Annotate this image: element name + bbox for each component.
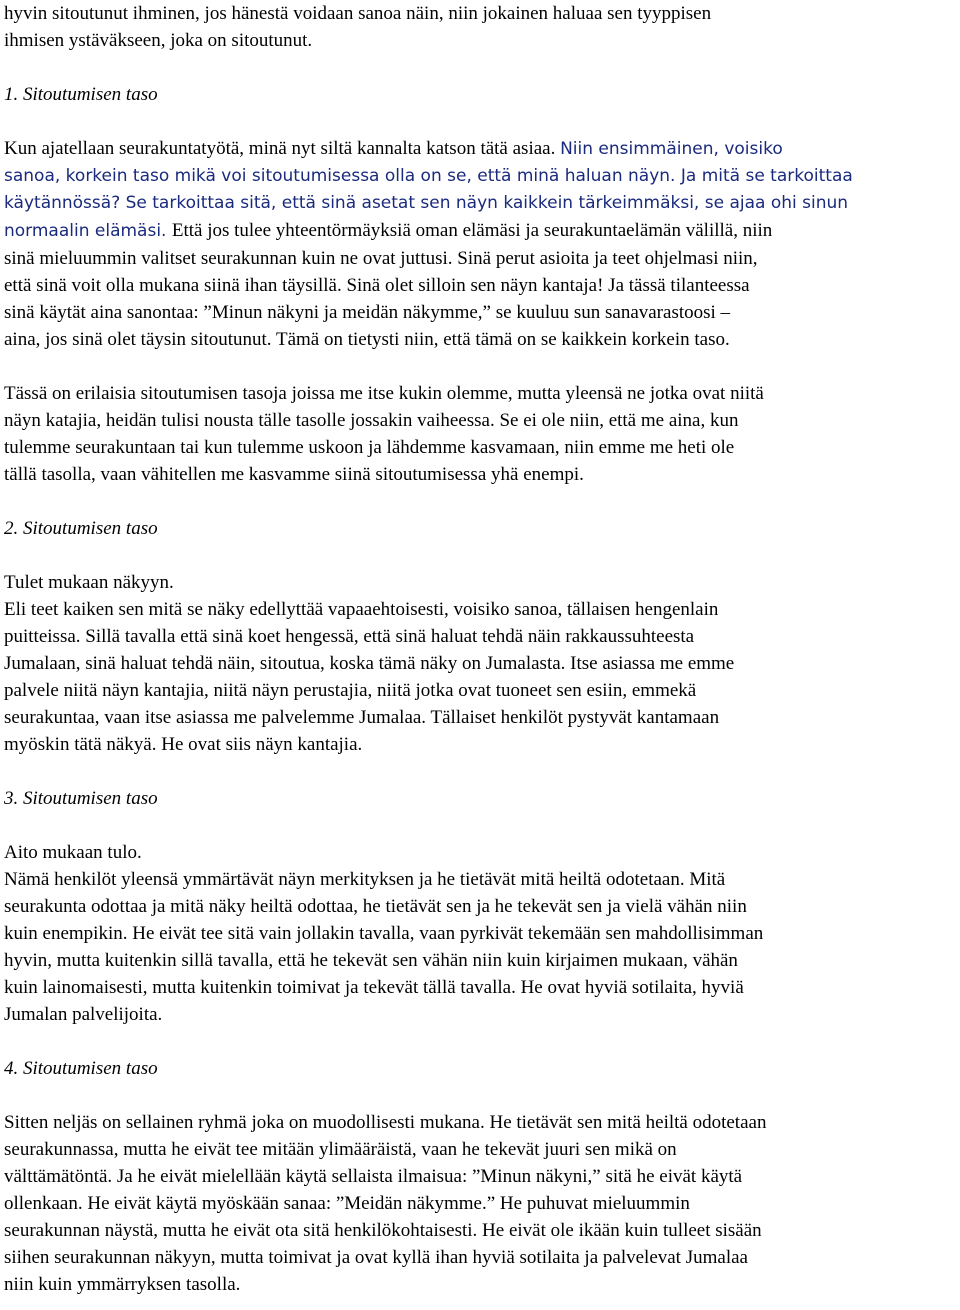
text-line: siihen seurakunnan näkyyn, mutta toimivat ja ovat kyllä ihan hyviä sotilaita ja palvelevat Jumalaa (4, 1247, 748, 1268)
text-line: ihmisen ystäväkseen, joka on sitoutunut. (4, 30, 313, 51)
section-4-paragraph (4, 1109, 956, 1298)
text-line: seurakunta odottaa ja mitä näky heiltä odottaa, he tietävät sen ja he tekevät sen ja vielä vähän niin (4, 896, 747, 917)
text-line: hyvin, mutta kuitenkin sillä tavalla, että he tekevät sen vähän niin kuin kirjaimen mukaan, vähän (4, 950, 738, 971)
text-line: Jumalan palvelijoita. (4, 1004, 163, 1025)
text-line: sanoa, korkein taso mikä voi sitoutumisessa olla on se, että minä haluan näyn. Ja mitä se tarkoittaa (4, 166, 853, 186)
text-segment: Kun ajatellaan seurakuntatyötä, minä nyt siltä kannalta katson tätä asiaa. (4, 138, 561, 159)
text-segment-highlight: normaalin elämäsi. (4, 221, 172, 241)
section-3-paragraph (4, 839, 956, 1028)
section-1-paragraph-1 (4, 135, 956, 353)
text-line: Tässä on erilaisia sitoutumisen tasoja joissa me itse kukin olemme, mutta yleensä ne jotka ovat niitä (4, 383, 764, 404)
text-line: Tulet mukaan näkyyn. (4, 572, 174, 593)
section-3-heading: 3. Sitoutumisen taso (4, 788, 158, 809)
text-line: ollenkaan. He eivät käytä myöskään sanaa: ”Meidän näkymme.” He puhuvat mieluummin (4, 1193, 690, 1214)
text-line: palvele niitä näyn kantajia, niitä näyn perustajia, niitä jotka ovat tuoneet sen esiin, emmekä (4, 680, 697, 701)
text-line: näyn katajia, heidän tulisi nousta tälle tasolle jossakin vaiheessa. Se ei ole niin, että me aina, kun (4, 410, 739, 431)
text-line: tällä tasolla, vaan vähitellen me kasvamme siinä sitoutumisessa yhä enempi. (4, 464, 584, 485)
text-segment: Että jos tulee yhteentörmäyksiä oman elämäsi ja seurakuntaelämän välillä, niin (171, 220, 773, 241)
text-line: aina, jos sinä olet täysin sitoutunut. Tämä on tietysti niin, että tämä on se kaikkein korkein taso. (4, 329, 730, 350)
text-line: kuin lainomaisesti, mutta kuitenkin toimivat ja tekevät tällä tavalla. He ovat hyviä sotilaita, hyviä (4, 977, 744, 998)
section-2-heading: 2. Sitoutumisen taso (4, 518, 158, 539)
text-line: Nämä henkilöt yleensä ymmärtävät näyn merkityksen ja he tietävät mitä heiltä odotetaan. Mitä (4, 869, 726, 890)
section-1-heading: 1. Sitoutumisen taso (4, 84, 158, 105)
text-line: niin kuin ymmärryksen tasolla. (4, 1274, 241, 1295)
text-line: hyvin sitoutunut ihminen, jos hänestä voidaan sanoa näin, niin jokainen haluaa sen tyyppisen (4, 3, 712, 24)
text-line: sinä käytät aina sanontaa: ”Minun näkyni ja meidän näkymme,” se kuuluu sun sanavarastoosi – (4, 302, 731, 323)
text-line: puitteissa. Sillä tavalla että sinä koet hengessä, että sinä haluat tehdä näin rakkaussuhteesta (4, 626, 695, 647)
section-1-paragraph-2 (4, 380, 956, 488)
section-4-heading: 4. Sitoutumisen taso (4, 1058, 158, 1079)
text-line: seurakuntaa, vaan itse asiassa me palvelemme Jumalaa. Tällaiset henkilöt pystyvät kantamaan (4, 707, 720, 728)
text-line: käytännössä? Se tarkoittaa sitä, että sinä asetat sen näyn kaikkein tärkeimmäksi, se ajaa ohi sinun (4, 193, 849, 213)
text-line: Sitten neljäs on sellainen ryhmä joka on muodollisesti mukana. He tietävät sen mitä heiltä odotetaan (4, 1112, 767, 1133)
text-line: myöskin tätä näkyä. He ovat siis näyn kantajia. (4, 734, 363, 755)
intro-paragraph (4, 0, 956, 54)
text-line: sinä mieluummin valitset seurakunnan kuin ne ovat juttusi. Sinä perut asioita ja teet ohjelmasi niin, (4, 248, 758, 269)
text-line: välttämätöntä. Ja he eivät mielellään käytä sellaista ilmaisua: ”Minun näkyni,” sitä he eivät käytä (4, 1166, 743, 1187)
text-line: Aito mukaan tulo. (4, 842, 142, 863)
text-line: seurakunnassa, mutta he eivät tee mitään ylimääräistä, vaan he tekevät juuri sen mikä on (4, 1139, 677, 1160)
text-line: tulemme seurakuntaan tai kun tulemme uskoon ja lähdemme kasvamaan, niin emme me heti ole (4, 437, 735, 458)
text-line: seurakunnan näystä, mutta he eivät ota sitä henkilökohtaisesti. He eivät ole ikään kuin tulleet sisään (4, 1220, 762, 1241)
text-line (4, 135, 956, 163)
text-segment-highlight: Niin ensimmäinen, voisiko (560, 139, 783, 159)
text-line: kuin enempikin. He eivät tee sitä vain jollakin tavalla, vaan pyrkivät tekemään sen mahdollisimman (4, 923, 764, 944)
text-line: Eli teet kaiken sen mitä se näky edellyttää vapaaehtoisesti, voisiko sanoa, tällaisen hengenlain (4, 599, 719, 620)
text-line (4, 217, 956, 245)
text-line: Jumalaan, sinä haluat tehdä näin, sitoutua, koska tämä näky on Jumalasta. Itse asiassa me emme (4, 653, 735, 674)
section-2-paragraph (4, 569, 956, 758)
text-line: että sinä voit olla mukana siinä ihan täysillä. Sinä olet silloin sen näyn kantaja! Ja tässä tilanteessa (4, 275, 750, 296)
